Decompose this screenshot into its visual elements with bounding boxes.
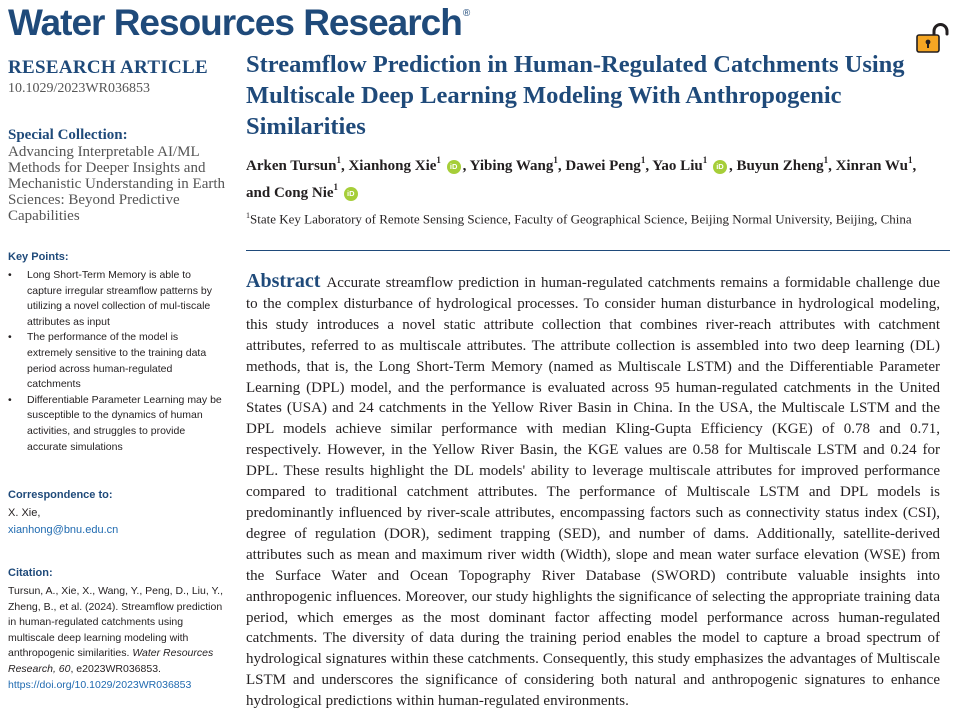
author-name[interactable]: Yao Liu xyxy=(652,158,703,174)
correspondence-email-link[interactable]: xianhong@bnu.edu.cn xyxy=(8,524,119,536)
article-title: Streamflow Prediction in Human-Regulated Catchments Using Multiscale Deep Learning Modeling With Anthropogenic Similarities xyxy=(246,51,905,140)
article-type: RESEARCH ARTICLE xyxy=(8,57,208,78)
abstract-heading: Abstract xyxy=(246,270,321,292)
orcid-icon[interactable]: iD xyxy=(447,160,461,174)
author-name[interactable]: Yibing Wang xyxy=(469,158,554,174)
author-name[interactable]: Buyun Zheng xyxy=(736,158,824,174)
citation-doi-link[interactable]: https://doi.org/10.1029/2023WR036853 xyxy=(8,678,192,691)
orcid-icon[interactable]: iD xyxy=(713,160,727,174)
citation-heading: Citation: xyxy=(8,567,53,579)
orcid-icon[interactable]: iD xyxy=(344,187,358,201)
author-name[interactable]: Xinran Wu xyxy=(835,158,908,174)
author-list: Arken Tursun$^1$, Xianhong Xie$^1$ iD , Yibing Wang$^1$, Dawei Peng$^1$, Yao Liu$^1$ iD , Buyun Zheng$^1$, Xinran Wu$^1$, and Cong Nie$^1$ iD xyxy=(246,155,917,201)
special-collection-link[interactable]: Advancing Interpretable AI/ML Methods for Deeper Insights and Mechanistic Understanding in Earth Sciences: Beyond Predictive Capabilities xyxy=(8,144,226,224)
author-name[interactable]: Dawei Peng xyxy=(565,158,641,174)
key-points-heading: Key Points: xyxy=(8,251,69,263)
correspondence-name: X. Xie, xyxy=(8,507,41,519)
abstract-text: Accurate streamflow prediction in human-regulated catchments remains a formidable challenge due to the complex disturbance of hydrological processes. To consider human disturbance in hydrological modeling, this study introduces a novel static attribute collection that combines river-reach attributes with catchment attributes, referred to as multiscale attributes. The attribute collection is assembled into two deep learning (DL) methods, that is, the Long Short-Term Memory (named as Multiscale LSTM) and the Differentiable Parameter Learning (DPL) model, and the performance is evaluated across 95 human-regulated catchments in the United States (USA) and 24 catchments in the Yellow River Basin in China. In the USA, the Multiscale LSTM and the DPL models achieve similar performance with median Kling-Gupta Efficiency (KGE) of 0.78 and 0.71, respectively. However, in the Yellow River Basin, the KGE values are 0.58 for Multiscale LSTM and 0.24 for DPL. These results highlight the DL models' ability to leverage multiscale attributes for improved performance compared to traditional catchment attributes. The performance of Multiscale LSTM and DPL models is predominantly influenced by river-scale attributes, encompassing factors such as connectivity status index (CSI), degree of regulation (DOR), sediment trapping (SED), and number of dams. Additionally, satellite-derived attributes such as mean and maximum river width (Width), slope and mean water surface elevation (WSE) from the Surface Water and Ocean Topography River Database (SWORD) contribute valuable insights into anthropogenic influences. Moreover, our study highlights the significance of selecting the appropriate training data period, which emerges as the most dominant factor affecting model performance across human-regulated catchments. The diversity of data during the training period enables the model to capture a broad spectrum of hydrological signatures within these catchments. Consequently, this study emphasizes the advantages of Multiscale LSTM and underscores the significance of considering both natural and anthropogenic signatures to enhance hydrological predictions within human-regulated environments. xyxy=(246,275,940,710)
journal-title[interactable]: Water Resources Research® xyxy=(8,2,470,43)
author-name[interactable]: Xianhong Xie xyxy=(348,158,437,174)
affiliation: $^1$State Key Laboratory of Remote Sensing Science, Faculty of Geographical Science, Beijing Normal University, Beijing, China xyxy=(246,211,912,227)
author-name[interactable]: Arken Tursun xyxy=(246,158,337,174)
key-points-list xyxy=(8,268,222,455)
special-collection-heading: Special Collection: xyxy=(8,127,128,143)
author-name[interactable]: Cong Nie xyxy=(273,185,334,201)
key-point-item: • Long Short-Term Memory is able to capture irregular streamflow patterns by utilizing a novel collection of mul-tiscale attributes as input xyxy=(8,268,222,330)
section-divider xyxy=(246,250,950,251)
citation-text: Tursun, A., Xie, X., Wang, Y., Peng, D., Liu, Y., Zheng, B., et al. (2024). Streamflow prediction in human-regulated catchments using multiscale deep learning modeling with anthropogenic similarities. Water Resources Research, 60, e2023WR036853. https://doi.org/10.1029/2023WR036853 xyxy=(8,585,223,691)
article-doi: 10.1029/2023WR036853 xyxy=(8,81,150,96)
abstract xyxy=(246,271,940,712)
key-point-item: • Differentiable Parameter Learning may be susceptible to the dynamics of human activities, and struggles to provide accurate simulations xyxy=(8,393,222,455)
correspondence-heading: Correspondence to: xyxy=(8,489,113,501)
key-point-item: • The performance of the model is extremely sensitive to the training data period across human-regulated catchments xyxy=(8,330,222,392)
